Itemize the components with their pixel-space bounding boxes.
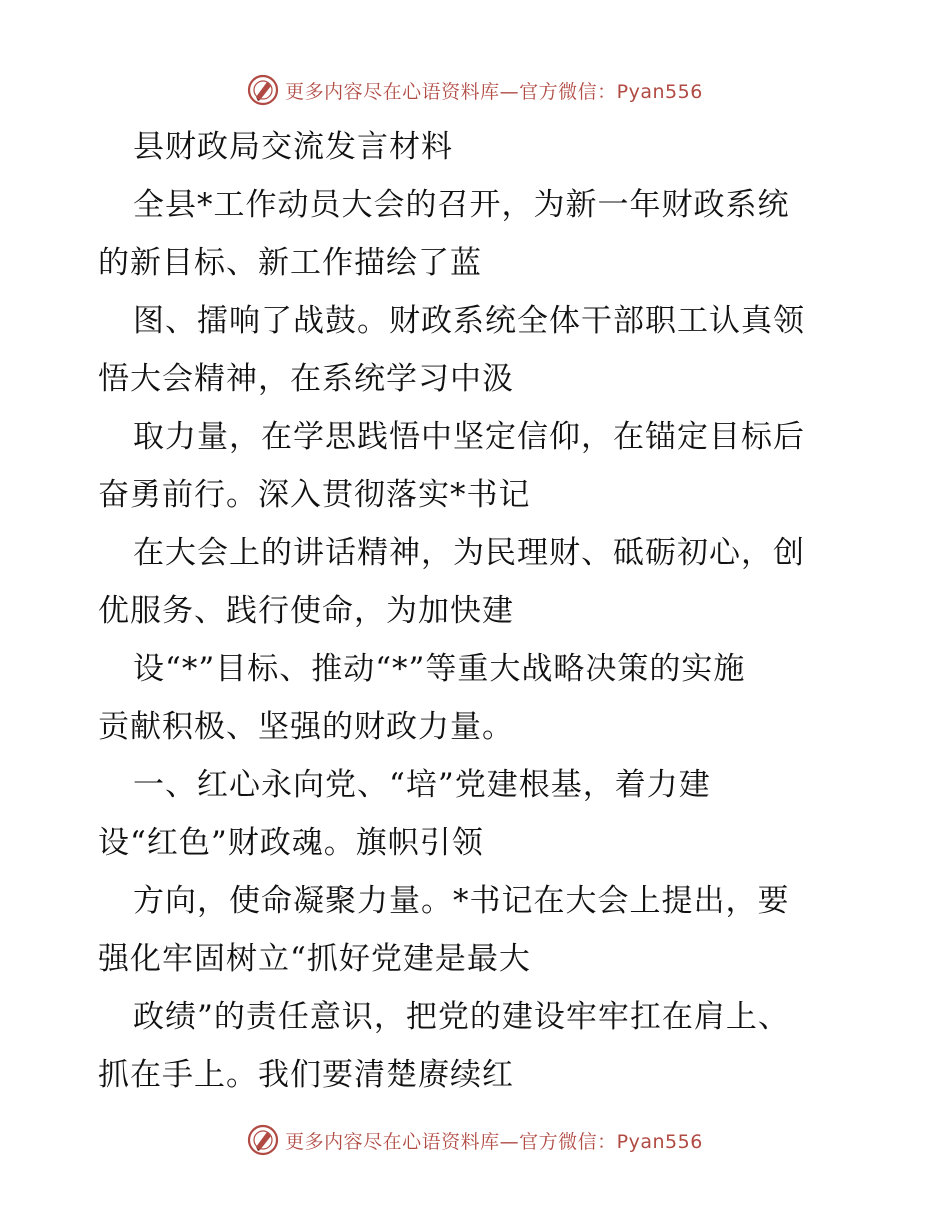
paragraph-line: 图、擂响了战鼓。财政系统全体干部职工认真领: [133, 303, 805, 339]
paragraph-line: 政绩”的责任意识，把党的建设牢牢扛在肩上、: [133, 999, 790, 1035]
section-heading-line: 一、红心永向党、“培”党建根基，着力建: [133, 767, 711, 803]
paragraph-line: 强化牢固树立“抓好党建是最大: [98, 941, 531, 977]
paragraph-line: 在大会上的讲话精神，为民理财、砥砺初心，创: [133, 535, 805, 571]
footer-watermark: [0, 1120, 950, 1160]
paragraph-line: 的新目标、新工作描绘了蓝: [98, 245, 482, 281]
paragraph-line: 全县*工作动员大会的召开，为新一年财政系统: [133, 187, 790, 223]
paragraph-line: 取力量，在学思践悟中坚定信仰，在锚定目标后: [133, 419, 805, 455]
paragraph-line: 设“*”目标、推动“*”等重大战略决策的实施: [133, 651, 746, 687]
section-heading-line: 设“红色”财政魂。旗帜引领: [98, 825, 484, 861]
paragraph-line: 优服务、践行使命，为加快建: [98, 593, 514, 629]
document-title: 县财政局交流发言材料: [133, 129, 453, 165]
paragraph-line: 悟大会精神，在系统学习中汲: [98, 361, 514, 397]
paragraph-line: 贡献积极、坚强的财政力量。: [98, 709, 514, 745]
pen-nib-logo-icon: [247, 74, 279, 106]
paragraph-line: 方向，使命凝聚力量。*书记在大会上提出，要: [133, 883, 790, 919]
paragraph-line: 抓在手上。我们要清楚赓续红: [98, 1057, 514, 1093]
paragraph-line: 奋勇前行。深入贯彻落实*书记: [98, 477, 531, 513]
header-watermark: [0, 70, 950, 110]
watermark-text: 更多内容尽在心语资料库—官方微信：Pyan556: [285, 1130, 703, 1153]
pen-nib-logo-icon: [247, 1124, 279, 1156]
watermark-text: 更多内容尽在心语资料库—官方微信：Pyan556: [285, 80, 703, 103]
